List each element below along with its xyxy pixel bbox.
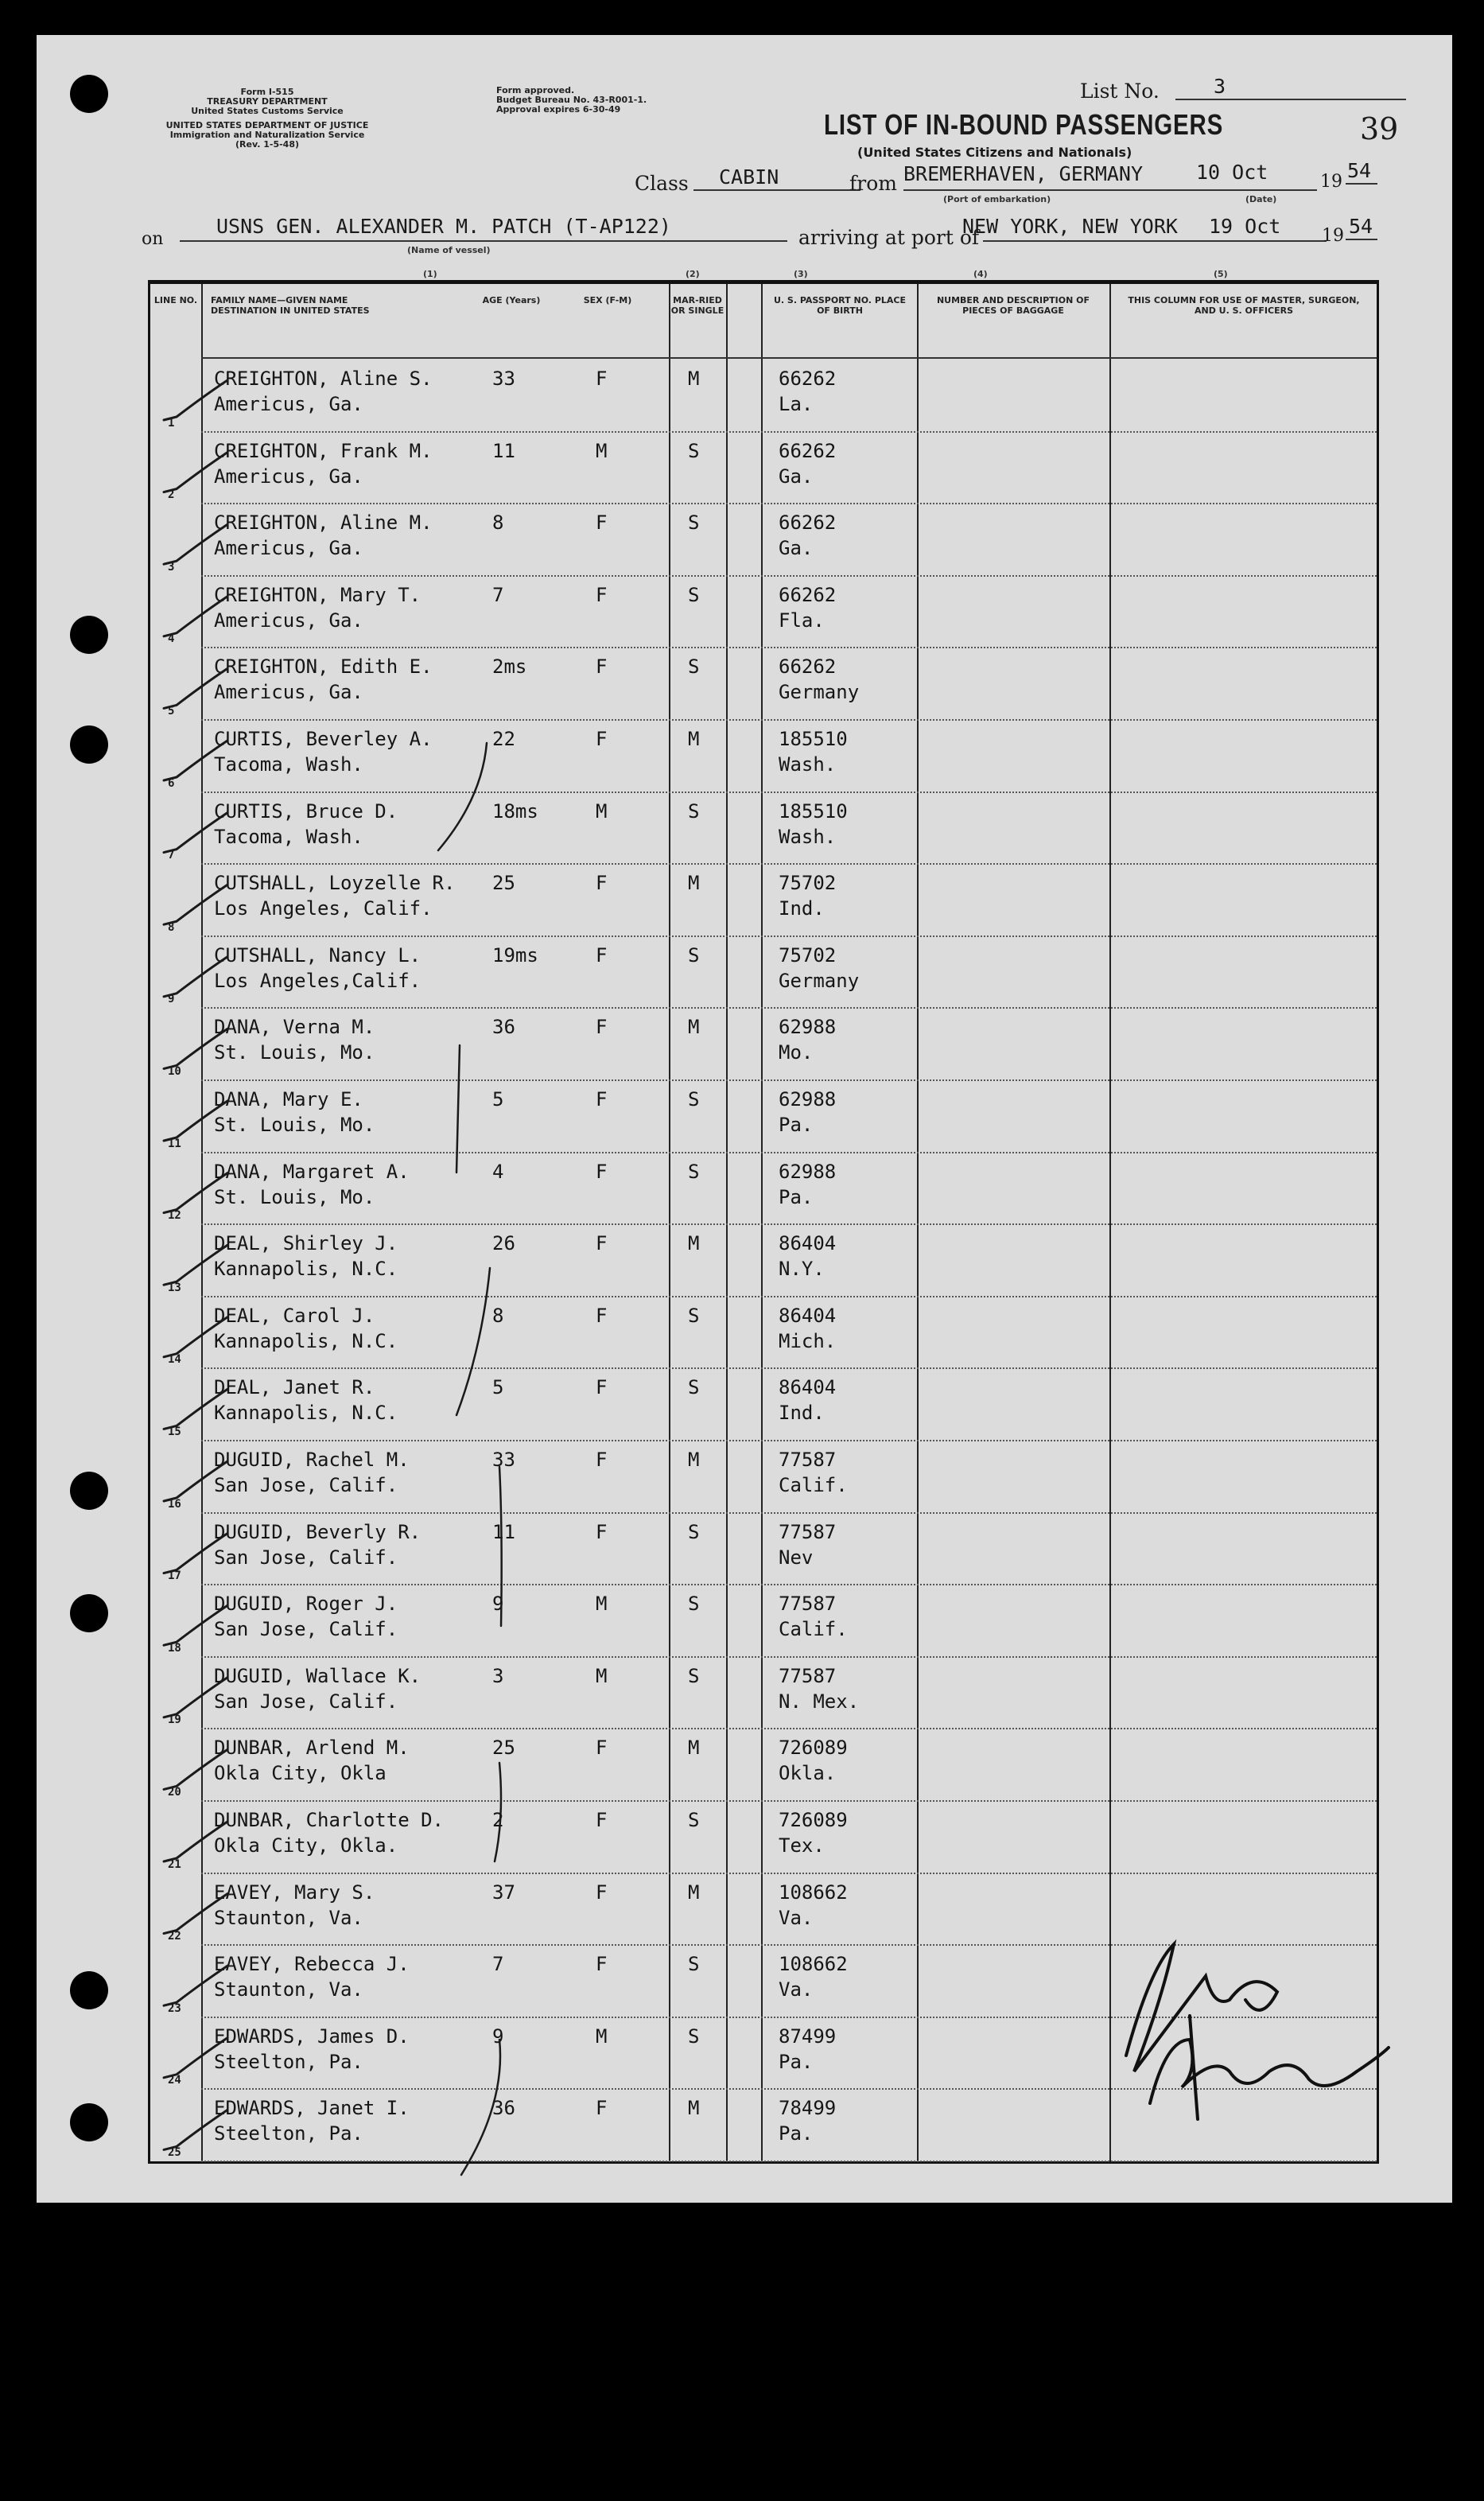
form-title: LIST OF IN-BOUND PASSENGERS [824,108,1224,141]
passenger-name: EAVEY, Mary S. [214,1881,375,1904]
passenger-name: DUGUID, Wallace K. [214,1664,422,1687]
passenger-name: CREIGHTON, Mary T. [214,583,422,606]
destination: Okla City, Okla [214,1762,387,1785]
check-mark [164,813,227,853]
marital-status: M [688,728,700,750]
passenger-name: EDWARDS, James D. [214,2025,410,2048]
destination: St. Louis, Mo. [214,1185,375,1208]
destination: St. Louis, Mo. [214,1114,375,1136]
passenger-name: EAVEY, Rebecca J. [214,1953,410,1976]
arrival-date: 19 Oct [1209,215,1281,238]
sex: F [596,872,608,895]
line-number: 11 [168,1137,181,1150]
line-number: 15 [168,1425,181,1438]
col-num-3: (3) [794,269,808,279]
sex: M [596,1593,608,1616]
age: 25 [492,1737,515,1760]
from-label: from [849,172,897,195]
arriving-label: arriving at port of [798,226,980,249]
sex: F [596,728,608,750]
marital-status: M [688,1737,700,1760]
age: 5 [492,1088,504,1110]
passenger-name: DANA, Mary E. [214,1088,363,1110]
passport-no: 62988 [779,1160,837,1183]
marital-status: S [688,511,700,535]
check-mark [164,1317,227,1357]
passenger-name: CURTIS, Beverley A. [214,728,433,750]
passport-no: 185510 [779,799,848,823]
budget-block: Form approved. Budget Bureau No. 43-R001-1. Approval expires 6-30-49 [496,85,647,115]
passenger-name: DEAL, Janet R. [214,1376,375,1399]
form-subtitle: (United States Citizens and Nationals) [857,145,1132,160]
place-of-birth: Nev [779,1546,814,1569]
destination: St. Louis, Mo. [214,1041,375,1064]
age: 22 [492,728,515,750]
check-mark [164,1678,227,1717]
place-of-birth: Pa. [779,1114,814,1136]
destination: Americus, Ga. [214,393,363,415]
destination: Americus, Ga. [214,465,363,488]
check-mark [164,957,227,997]
handwritten-signature-icon [1126,1944,1389,2119]
place-of-birth: Ind. [779,897,825,920]
marital-status: S [688,799,700,823]
marital-status: M [688,368,700,390]
age: 8 [492,1304,504,1327]
passport-no: 87499 [779,2025,837,2048]
passport-no: 75702 [779,943,837,967]
destination: Staunton, Va. [214,1906,363,1929]
place-of-birth: Va. [779,1978,814,2001]
check-mark [164,1389,227,1429]
sex: M [596,439,608,462]
sex: F [596,583,608,606]
sex: F [596,943,608,967]
sex: F [596,1016,608,1039]
destination: Los Angeles,Calif. [214,969,422,992]
sex: F [596,655,608,679]
passport-no: 86404 [779,1304,837,1327]
destination: Kannapolis, N.C. [214,1402,398,1425]
age: 36 [492,1016,515,1039]
arrival-year: 54 [1349,215,1373,238]
departure-year: 54 [1347,159,1372,182]
check-mark [164,1461,227,1501]
age: 33 [492,1449,515,1471]
check-mark [164,1894,227,1934]
bracket-mark [461,2040,500,2175]
line-number: 19 [168,1713,181,1727]
line-number: 16 [168,1497,181,1511]
line-number: 24 [168,2074,181,2087]
passport-no: 66262 [779,439,837,462]
agency-block: Form I-515 TREASURY DEPARTMENT United States Customs Service UNITED STATES DEPARTMENT OF JUSTICE Immigration and Naturalization Service (Rev. 1-5-48) [165,87,369,150]
destination: Steelton, Pa. [214,2050,363,2073]
destination: Kannapolis, N.C. [214,1258,398,1281]
place-of-birth: Mich. [779,1329,837,1352]
marital-status: S [688,583,700,606]
arrival-century: 19 [1322,226,1344,246]
passenger-name: EDWARDS, Janet I. [214,2097,410,2120]
marital-status: S [688,655,700,679]
age: 2ms [492,655,527,679]
line-number: 4 [168,632,175,646]
check-mark [164,1749,227,1789]
marital-status: M [688,1016,700,1039]
list-no-label: List No. [1080,80,1160,103]
marital-status: S [688,1304,700,1327]
passport-no: 77587 [779,1664,837,1687]
manifest-page [37,35,1452,2203]
place-of-birth: Fla. [779,609,825,632]
place-of-birth: Va. [779,1906,814,1929]
col-num-2: (2) [686,269,700,279]
age: 9 [492,1593,504,1616]
line-number: 12 [168,1209,181,1223]
line-number: 18 [168,1641,181,1655]
passport-no: 75702 [779,872,837,895]
destination: Steelton, Pa. [214,2122,363,2145]
check-mark [164,1822,227,1861]
age: 4 [492,1160,504,1183]
bracket-mark [499,1467,502,1626]
marital-status: S [688,1520,700,1543]
marital-status: S [688,1593,700,1616]
passenger-name: DEAL, Shirley J. [214,1232,398,1255]
destination: Los Angeles, Calif. [214,897,433,920]
sex: M [596,799,608,823]
passenger-name: DEAL, Carol J. [214,1304,375,1327]
passenger-name: CREIGHTON, Frank M. [214,439,433,462]
passport-no: 77587 [779,1593,837,1616]
destination: Kannapolis, N.C. [214,1329,398,1352]
check-mark [164,1173,227,1213]
sex: F [596,1520,608,1543]
check-mark [164,453,227,492]
passenger-name: CUTSHALL, Loyzelle R. [214,872,456,895]
marital-status: S [688,1088,700,1110]
age: 8 [492,511,504,535]
destination: Tacoma, Wash. [214,753,363,776]
age: 36 [492,2097,515,2120]
line-number: 2 [168,488,175,502]
col-num-4: (4) [973,269,988,279]
marital-status: S [688,943,700,967]
passport-no: 726089 [779,1737,848,1760]
arrival-port: NEW YORK, NEW YORK [962,215,1178,238]
passport-no: 726089 [779,1809,848,1831]
destination: Tacoma, Wash. [214,825,363,848]
header-official: THIS COLUMN FOR USE OF MASTER, SURGEON, AND U. S. OFFICERS [1128,295,1360,316]
marital-status: M [688,1449,700,1471]
passenger-name: CURTIS, Bruce D. [214,799,398,823]
age: 7 [492,583,504,606]
passenger-name: DUNBAR, Arlend M. [214,1737,410,1760]
age: 11 [492,1520,515,1543]
passenger-name: DUGUID, Roger J. [214,1593,398,1616]
passenger-name: CREIGHTON, Aline S. [214,368,433,390]
sex: F [596,1809,608,1831]
place-of-birth: Pa. [779,1185,814,1208]
check-mark [164,1966,227,2005]
line-number: 25 [168,2145,181,2159]
marital-status: S [688,439,700,462]
age: 18ms [492,799,538,823]
line-number: 6 [168,776,175,790]
place-of-birth: Germany [779,681,860,704]
date-century: 19 [1320,172,1342,192]
passport-no: 108662 [779,1953,848,1976]
check-mark [164,597,227,636]
line-number: 13 [168,1281,181,1294]
passport-no: 62988 [779,1016,837,1039]
col-num-5: (5) [1214,269,1228,279]
destination: San Jose, Calif. [214,1618,398,1641]
marital-status: M [688,1881,700,1904]
passport-no: 66262 [779,511,837,535]
age: 37 [492,1881,515,1904]
line-number: 8 [168,920,175,934]
passport-no: 66262 [779,583,837,606]
line-number: 9 [168,993,175,1006]
sex: F [596,1304,608,1327]
place-of-birth: Okla. [779,1762,837,1785]
passenger-name: CREIGHTON, Edith E. [214,655,433,679]
place-of-birth: Pa. [779,2050,814,2073]
passport-no: 86404 [779,1232,837,1255]
place-of-birth: N.Y. [779,1258,825,1281]
passenger-name: DUGUID, Rachel M. [214,1449,410,1471]
bracket-mark [438,743,487,850]
place-of-birth: Calif. [779,1618,848,1641]
destination: Americus, Ga. [214,537,363,560]
age: 19ms [492,943,538,967]
line-number: 22 [168,1930,181,1943]
check-mark [164,1534,227,1573]
destination: Staunton, Va. [214,1978,363,2001]
marital-status: S [688,1809,700,1831]
check-mark [164,524,227,564]
check-mark [164,885,227,924]
age: 33 [492,368,515,390]
passenger-name: CREIGHTON, Aline M. [214,511,433,535]
destination: San Jose, Calif. [214,1474,398,1496]
place-of-birth: Germany [779,969,860,992]
age: 2 [492,1809,504,1831]
age: 5 [492,1376,504,1399]
sex: F [596,1737,608,1760]
marital-status: S [688,1160,700,1183]
line-number: 20 [168,1785,181,1799]
passenger-name: DUNBAR, Charlotte D. [214,1809,444,1831]
bracket-mark [456,1268,490,1415]
sex: F [596,1881,608,1904]
check-mark [164,1101,227,1141]
place-of-birth: Wash. [779,825,837,848]
passenger-name: DUGUID, Beverly R. [214,1520,422,1543]
class-value: CABIN [719,165,779,189]
departure-date: 10 Oct [1196,161,1268,184]
passport-no: 86404 [779,1376,837,1399]
place-of-birth: Ind. [779,1402,825,1425]
passenger-name: DANA, Verna M. [214,1016,375,1039]
check-mark [164,2038,227,2078]
sex: F [596,2097,608,2120]
header-baggage: NUMBER AND DESCRIPTION OF PIECES OF BAGGAGE [936,295,1090,316]
handwritten-marks [37,35,1452,2203]
col-num-1: (1) [423,269,437,279]
passenger-name: DANA, Margaret A. [214,1160,410,1183]
passport-no: 77587 [779,1520,837,1543]
passport-no: 62988 [779,1088,837,1110]
destination: San Jose, Calif. [214,1546,398,1569]
sex: F [596,1088,608,1110]
age: 7 [492,1953,504,1976]
destination: Americus, Ga. [214,681,363,704]
header-age: AGE (Years) [482,295,541,305]
passport-no: 78499 [779,2097,837,2120]
sex: M [596,1664,608,1687]
header-name: FAMILY NAME—GIVEN NAME DESTINATION IN UNITED STATES [211,295,370,316]
line-number: 23 [168,2001,181,2015]
passport-no: 108662 [779,1881,848,1904]
line-number: 3 [168,560,175,574]
marital-status: S [688,2025,700,2048]
check-mark [164,380,227,420]
bracket-mark [495,1763,501,1861]
vessel-name: USNS GEN. ALEXANDER M. PATCH (T-AP122) [216,215,671,238]
destination: Americus, Ga. [214,609,363,632]
marital-status: M [688,2097,700,2120]
check-mark [164,1245,227,1285]
sex: F [596,1953,608,1976]
place-of-birth: Pa. [779,2122,814,2145]
line-number: 14 [168,1353,181,1367]
passport-no: 66262 [779,655,837,679]
place-of-birth: La. [779,393,814,415]
marital-status: S [688,1953,700,1976]
class-label: Class [635,172,689,195]
sex: F [596,1376,608,1399]
on-label: on [142,229,164,249]
age: 9 [492,2025,504,2048]
port-caption: (Port of embarkation) [943,194,1051,204]
sex: F [596,368,608,390]
check-mark [164,2110,227,2149]
check-mark [164,741,227,780]
sex: F [596,1232,608,1255]
marital-status: S [688,1664,700,1687]
line-number: 7 [168,849,175,862]
age: 11 [492,439,515,462]
header-married: MAR-RIED OR SINGLE [670,295,725,316]
check-mark [164,1605,227,1645]
passport-no: 77587 [779,1449,837,1471]
header-sex: SEX (F-M) [583,295,632,305]
check-mark [164,668,227,708]
list-no: 3 [1214,75,1226,98]
check-mark [164,1029,227,1068]
marital-status: M [688,872,700,895]
place-of-birth: Ga. [779,537,814,560]
marital-status: S [688,1376,700,1399]
place-of-birth: Wash. [779,753,837,776]
place-of-birth: Calif. [779,1474,848,1496]
bracket-mark [456,1045,460,1173]
sex: F [596,1449,608,1471]
passenger-name: CUTSHALL, Nancy L. [214,943,422,967]
line-number: 5 [168,704,175,718]
place-of-birth: Ga. [779,465,814,488]
line-number: 1 [168,416,175,430]
line-number: 21 [168,1857,181,1871]
sex: M [596,2025,608,2048]
sex: F [596,511,608,535]
embarkation-port: BREMERHAVEN, GERMANY [903,162,1144,185]
sex: F [596,1160,608,1183]
header-line-no: LINE NO. [153,295,198,305]
header-passport: U. S. PASSPORT NO. PLACE OF BIRTH [773,295,906,316]
date-caption: (Date) [1245,194,1277,204]
passport-no: 185510 [779,728,848,750]
age: 26 [492,1232,515,1255]
destination: San Jose, Calif. [214,1690,398,1713]
marital-status: M [688,1232,700,1255]
place-of-birth: N. Mex. [779,1690,860,1713]
page-number: 39 [1360,111,1399,146]
passport-no: 66262 [779,368,837,390]
age: 25 [492,872,515,895]
age: 3 [492,1664,504,1687]
destination: Okla City, Okla. [214,1834,398,1857]
vessel-caption: (Name of vessel) [407,245,491,255]
line-number: 10 [168,1064,181,1078]
place-of-birth: Mo. [779,1041,814,1064]
line-number: 17 [168,1569,181,1583]
place-of-birth: Tex. [779,1834,825,1857]
